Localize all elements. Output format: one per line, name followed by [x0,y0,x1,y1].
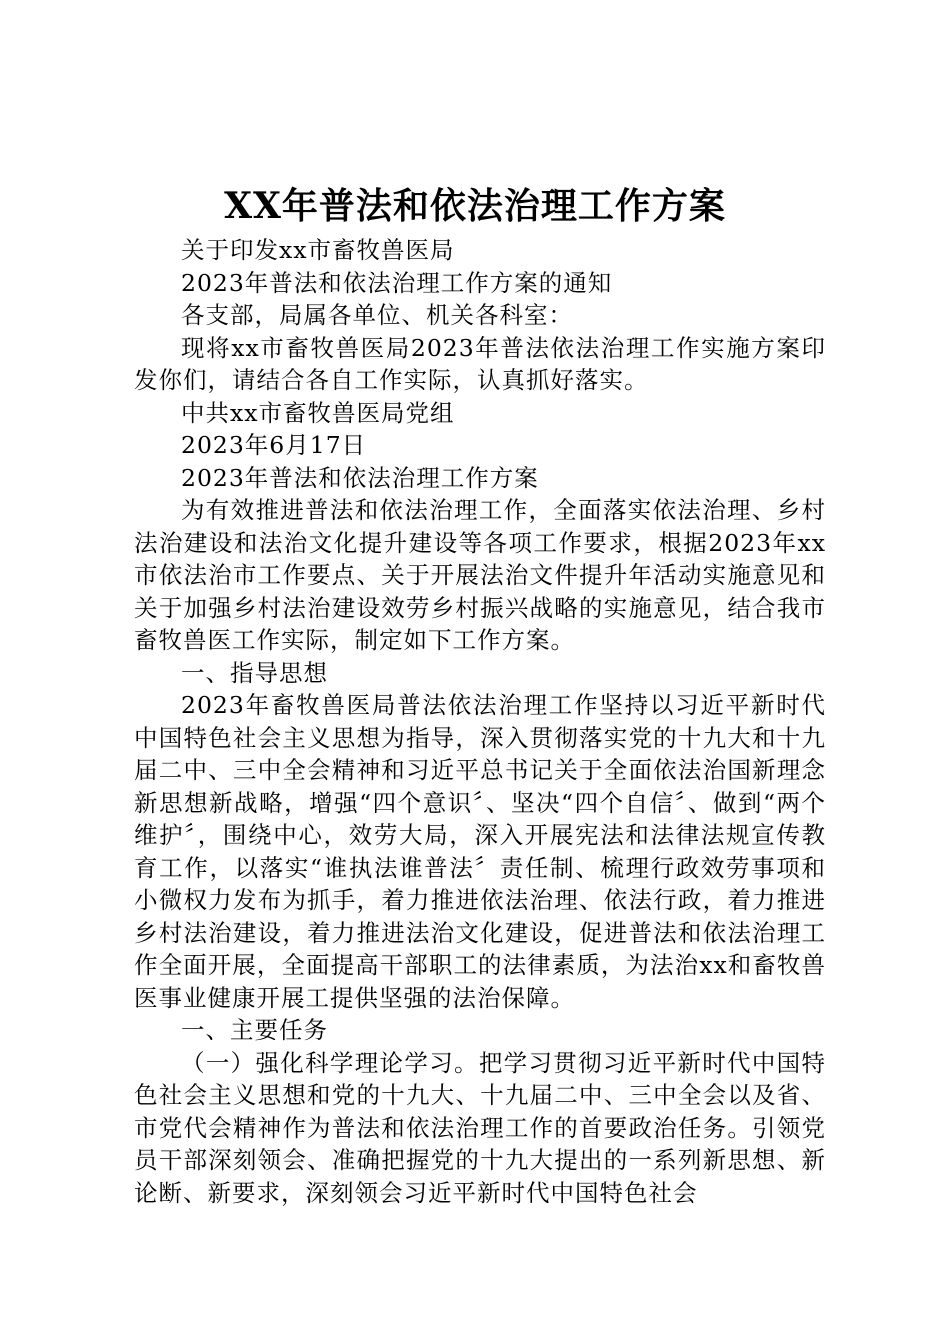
intro-paragraph: 为有效推进普法和依法治理工作，全面落实依法治理、乡村法治建设和法治文化提升建设等各项工作要求，根据2023年xx市依法治市工作要点、关于开展法治文件提升年活动实施意见和关于加强乡村法治建设效劳乡村振兴战略的实施意见，结合我市畜牧兽医工作实际，制定如下工作方案。 [134,496,826,654]
plan-title: 2023年普法和依法治理工作方案 [181,463,539,492]
salutation: 各支部，局属各单位、机关各科室： [181,301,573,329]
document-title: XX年普法和依法治理工作方案 [224,185,726,227]
notice-body: 现将xx市畜牧兽医局2023年普法依法治理工作实施方案印发你们，请结合各自工作实际，认真抓好落实。 [134,333,826,394]
issue-date: 2023年6月17日 [181,431,367,459]
guiding-thought-paragraph: 2023年畜牧兽医局普法依法治理工作坚持以习近平新时代中国特色社会主义思想为指导，深入贯彻落实党的十九大和十九届二中、三中全会精神和习近平总书记关于全面依法治国新理念新思想新战略，增强“四个意识〞、坚决“四个自信〞、做到“两个维护〞，围绕中心，效劳大局，深入开展宪法和法律法规宣传教育工作，以落实“谁执法谁普法〞责任制、梳理行政效劳事项和小微权力发布为抓手，着力推进依法治理、依法行政，着力推进乡村法治建设，着力推进法治文化建设，促进普法和依法治理工作全面开展，全面提高干部职工的法律素质，为法治xx和畜牧兽医事业健康开展工提供坚强的法治保障。 [134,691,826,1012]
issuer: 中共xx市畜牧兽医局党组 [181,398,455,427]
section-heading-main-tasks: 一、主要任务 [181,1016,328,1044]
notice-heading-line-2: 2023年普法和依法治理工作方案的通知 [181,268,613,297]
notice-heading-line-1: 关于印发xx市畜牧兽医局 [181,236,455,264]
task-1-paragraph: （一）强化科学理论学习。把学习贯彻习近平新时代中国特色社会主义思想和党的十九大、十九届二中、三中全会以及省、市党代会精神作为普法和依法治理工作的首要政治任务。引领党员干部深刻领会、准确把握党的十九大提出的一系列新思想、新论断、新要求，深刻领会习近平新时代中国特色社会 [134,1048,826,1207]
section-heading-guiding-thought: 一、指导思想 [181,658,328,687]
document-body [134,234,826,1209]
